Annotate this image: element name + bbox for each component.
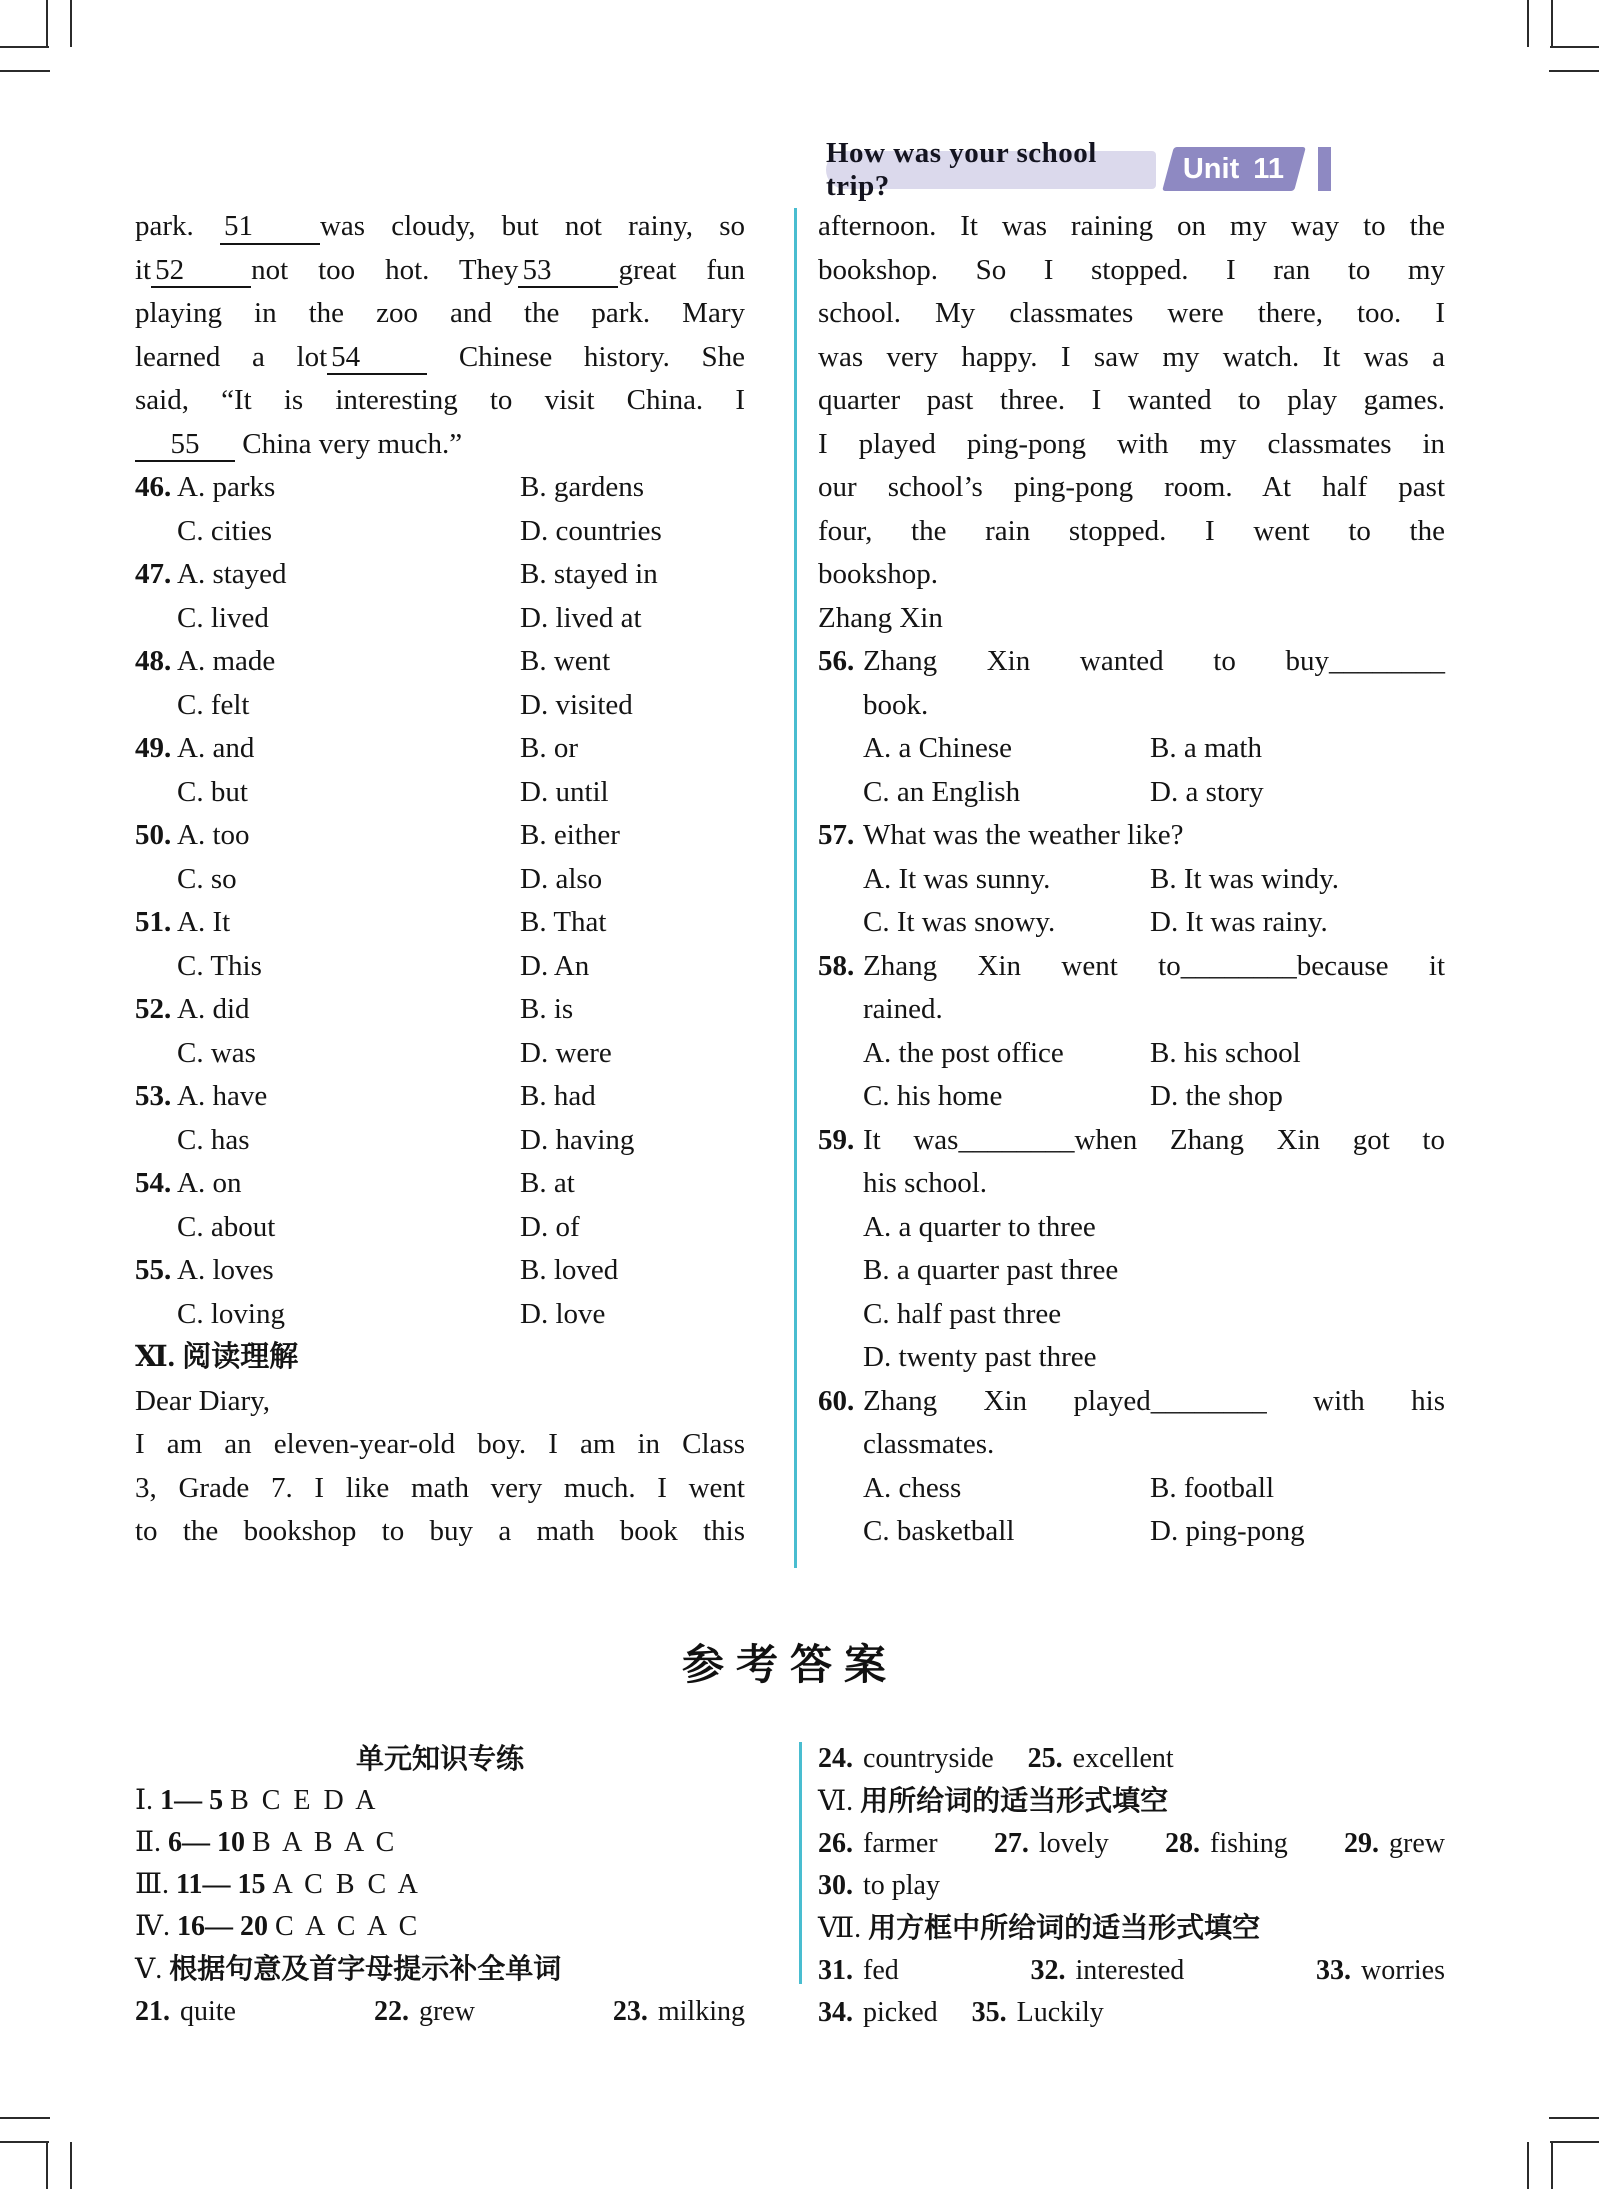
option-d: D. a story	[1150, 775, 1264, 808]
crop-mark	[0, 70, 50, 72]
option-c: C. an English	[863, 775, 1021, 808]
options-row	[818, 1075, 1445, 1119]
option-b: B. at	[520, 1167, 575, 1199]
column-divider	[794, 208, 797, 1568]
roman-numeral: Ⅲ.	[135, 1869, 170, 1900]
question-range: 6— 10	[168, 1827, 246, 1858]
option-d: D. of	[520, 1210, 580, 1243]
crop-mark	[1551, 2143, 1553, 2189]
option-b: B. a math	[1150, 732, 1262, 764]
question-row	[135, 684, 745, 728]
answer-number: 26.	[818, 1828, 853, 1859]
answer-word: fed	[863, 1955, 899, 1986]
answer-number: 25.	[1027, 1743, 1063, 1774]
roman-numeral: Ⅵ.	[818, 1786, 854, 1817]
answer-item	[972, 1992, 1104, 2034]
answer-number: 33.	[1316, 1955, 1352, 1986]
question-number: 51.	[135, 906, 172, 938]
answer-item	[135, 1991, 236, 2033]
question-stem	[818, 814, 1445, 858]
question-number: 56.	[818, 645, 855, 677]
question-row	[135, 1249, 745, 1293]
question-row	[135, 510, 745, 554]
reading-passage-line: I played ping-pong with my classmates in	[818, 427, 1445, 460]
option-b: B. or	[520, 732, 578, 764]
stem-continuation: classmates.	[863, 1428, 995, 1460]
answer-item	[818, 1950, 899, 1992]
question-number: 50.	[135, 819, 172, 851]
answers-right-column	[818, 1738, 1445, 2034]
stem-text: Zhang Xin went to________because it	[863, 949, 1445, 982]
stem-continuation: book.	[863, 688, 929, 721]
question-number	[135, 1032, 177, 1076]
answer-word: grew	[418, 1996, 475, 2027]
answers-column-divider	[799, 1742, 802, 1984]
crop-mark	[46, 0, 48, 46]
option-b: B. his school	[1150, 1036, 1301, 1069]
option-d: D. An	[520, 949, 590, 982]
answer-number: 27.	[993, 1828, 1029, 1859]
question-row	[135, 1293, 745, 1337]
option-c: C. felt	[177, 688, 250, 721]
answer-word: interested	[1075, 1955, 1185, 1986]
question-number: 52.	[135, 993, 172, 1025]
option-d: D. twenty past three	[863, 1341, 1097, 1373]
answer-item	[1165, 1823, 1288, 1865]
question-range: 16— 20	[176, 1911, 268, 1942]
crop-mark	[1551, 0, 1553, 46]
crop-mark	[1550, 2141, 1599, 2143]
option-c: C. loving	[177, 1297, 285, 1330]
reading-passage-line: bookshop. So I stopped. I ran to my	[818, 253, 1445, 286]
answer-letters: B A B A C	[252, 1827, 398, 1858]
answer-key-line	[135, 1822, 745, 1864]
passage-text: was cloudy, but not rainy, so	[319, 210, 746, 242]
chapter-title: How was your school trip?	[826, 137, 1097, 202]
answer-word-row	[818, 1865, 1445, 1907]
option-d: D. the shop	[1150, 1080, 1283, 1112]
question-number: 60.	[818, 1384, 855, 1417]
option-c: C. has	[177, 1123, 250, 1156]
crop-mark	[1549, 2117, 1599, 2119]
question-stem	[818, 1380, 1445, 1424]
question-row	[135, 901, 745, 945]
option-a: A. on	[177, 1167, 242, 1199]
question-stem	[818, 945, 1445, 989]
answer-word-row	[135, 1991, 745, 2033]
answer-section-header	[818, 1780, 1445, 1823]
answer-key-line	[135, 1906, 745, 1948]
option-a: A. loves	[177, 1254, 274, 1286]
answer-item	[1028, 1738, 1174, 1780]
option-d: D. until	[520, 775, 609, 808]
answer-number: 21.	[135, 1996, 170, 2027]
cloze-passage-line	[135, 423, 745, 467]
reading-passage-line: school. My classmates were there, too. I	[818, 297, 1445, 329]
passage-text: it	[135, 253, 152, 286]
question-range: 11— 15	[176, 1869, 266, 1900]
section-label: 根据句意及首字母提示补全单词	[169, 1953, 562, 1984]
answer-item	[613, 1991, 745, 2033]
option-c: C. but	[177, 775, 248, 808]
answer-word: picked	[863, 1997, 938, 2028]
answer-number: 28.	[1165, 1828, 1201, 1859]
unit-badge-label: Unit 11	[1183, 152, 1285, 185]
answer-letters: B C E D A	[230, 1785, 379, 1816]
option-a: A. It	[177, 906, 231, 938]
cloze-blank-54: 54	[327, 342, 427, 376]
question-number: 54.	[135, 1167, 172, 1199]
question-number	[135, 510, 177, 554]
crop-mark	[1550, 46, 1599, 48]
options-row	[818, 1032, 1445, 1076]
crop-mark	[0, 46, 49, 48]
option-a: A. a quarter to three	[863, 1210, 1096, 1243]
option-c: C. It was snowy.	[863, 906, 1056, 938]
passage-text: Chinese history. She	[458, 340, 745, 373]
passage-text: park.	[135, 210, 194, 242]
answer-number: 32.	[1030, 1955, 1066, 1986]
question-number	[135, 771, 177, 815]
answer-word: farmer	[863, 1828, 938, 1859]
option-b: B. either	[520, 819, 620, 851]
answer-word-row	[818, 1950, 1445, 1992]
question-number	[135, 858, 177, 902]
answer-item	[1316, 1950, 1445, 1992]
crop-mark	[0, 2141, 49, 2143]
passage-text: great fun	[618, 253, 745, 286]
chapter-title-bar	[826, 137, 1156, 202]
reading-passage-line: 3, Grade 7. I like math very much. I went	[135, 1471, 745, 1504]
option-b: B. went	[520, 645, 611, 677]
answer-word: Luckily	[1016, 1997, 1104, 2028]
question-row	[135, 858, 745, 902]
option-c: C. cities	[177, 514, 273, 547]
answer-key-line	[135, 1864, 745, 1906]
question-row	[135, 1032, 745, 1076]
option-b: B. had	[520, 1080, 596, 1112]
option-b: B. is	[520, 993, 574, 1025]
answer-section-header	[818, 1907, 1445, 1950]
answer-item	[818, 1865, 940, 1907]
option-a: A. and	[177, 732, 255, 764]
answers-title: 参考答案	[681, 1641, 898, 1688]
question-number: 57.	[818, 819, 855, 851]
crop-mark	[70, 2142, 72, 2189]
option-d: D. lived at	[520, 601, 642, 634]
question-number: 49.	[135, 732, 172, 764]
answer-word: countryside	[863, 1743, 994, 1774]
section-header-reading	[135, 1336, 745, 1380]
question-row	[135, 597, 745, 641]
question-row	[135, 466, 745, 510]
question-number: 53.	[135, 1080, 172, 1112]
question-row	[135, 1162, 745, 1206]
crop-mark	[1527, 2142, 1529, 2189]
question-row	[135, 553, 745, 597]
roman-numeral: Ⅴ.	[135, 1954, 163, 1985]
cloze-blank-55: 55	[135, 429, 235, 463]
question-row	[135, 727, 745, 771]
left-column	[135, 205, 745, 1554]
reading-passage-line: afternoon. It was raining on my way to the	[818, 210, 1445, 242]
answer-item	[994, 1823, 1109, 1865]
reading-passage-line: to the bookshop to buy a math book this	[135, 1515, 745, 1547]
question-row	[135, 640, 745, 684]
section-label: 用所给词的适当形式填空	[860, 1785, 1169, 1816]
question-number: 58.	[818, 949, 855, 982]
answer-item	[374, 1991, 475, 2033]
answer-number: 34.	[818, 1997, 853, 2028]
question-number: 48.	[135, 645, 172, 677]
stem-text: What was the weather like?	[863, 819, 1184, 851]
option-c: C. half past three	[863, 1297, 1062, 1330]
cloze-passage-line	[135, 205, 745, 249]
options-row	[818, 771, 1445, 815]
crop-mark	[70, 0, 72, 47]
option-b: B. stayed in	[520, 558, 658, 590]
question-range: 1— 5	[160, 1785, 224, 1816]
cloze-passage-line	[135, 336, 745, 380]
passage-text: not too hot. They	[251, 253, 519, 286]
answer-number: 29.	[1344, 1828, 1379, 1859]
answer-word: worries	[1361, 1955, 1445, 1986]
question-number	[135, 945, 177, 989]
option-d: D. visited	[520, 688, 633, 721]
question-number	[135, 684, 177, 728]
cloze-passage-line	[135, 249, 745, 293]
option-c: C. his home	[863, 1080, 1003, 1112]
roman-numeral: Ⅱ.	[135, 1827, 162, 1858]
passage-text: learned a lot	[135, 340, 328, 373]
question-row	[135, 945, 745, 989]
option-c: C. so	[177, 862, 237, 895]
answer-number: 31.	[818, 1955, 853, 1986]
stem-continuation: his school.	[863, 1167, 988, 1199]
question-row	[135, 988, 745, 1032]
roman-numeral: Ⅶ.	[818, 1913, 862, 1944]
option-a: A. stayed	[177, 558, 287, 590]
cloze-blank-51: 51	[220, 211, 320, 245]
crop-mark	[1549, 70, 1599, 72]
option-d: D. countries	[520, 514, 662, 547]
answer-item	[1344, 1823, 1445, 1865]
question-number	[135, 1293, 177, 1337]
question-number	[135, 1119, 177, 1163]
option-a: A. It was sunny.	[863, 862, 1051, 895]
question-row	[135, 1119, 745, 1163]
question-row	[135, 771, 745, 815]
answer-section-header	[135, 1948, 745, 1991]
answer-item	[818, 1992, 938, 2034]
question-stem	[818, 1119, 1445, 1163]
answer-word: milking	[657, 1996, 745, 2027]
answer-word-row	[818, 1823, 1445, 1865]
stem-text: It was________when Zhang Xin got to	[863, 1123, 1445, 1156]
option-b: B. a quarter past three	[863, 1254, 1119, 1286]
reading-passage-line: four, the rain stopped. I went to the	[818, 514, 1445, 547]
question-row	[135, 1206, 745, 1250]
option-a: A. chess	[863, 1471, 962, 1504]
reading-passage-line: our school’s ping-pong room. At half past	[818, 471, 1445, 503]
question-number	[135, 597, 177, 641]
answer-item	[1030, 1950, 1184, 1992]
answer-number: 35.	[971, 1997, 1007, 2028]
reading-passage-line: quarter past three. I wanted to play games.	[818, 384, 1445, 416]
option-a: A. made	[177, 645, 276, 677]
option-a: A. the post office	[863, 1036, 1064, 1069]
answer-letters: C A C A C	[274, 1911, 421, 1942]
option-d: D. having	[520, 1123, 635, 1156]
question-number: 59.	[818, 1123, 855, 1156]
option-c: C. lived	[177, 601, 269, 634]
option-a: A. a Chinese	[863, 732, 1012, 764]
stem-text: Zhang Xin played________ with his	[863, 1384, 1445, 1417]
option-d: D. It was rainy.	[1150, 906, 1328, 938]
diary-signature: Zhang Xin	[818, 601, 943, 634]
unit-badge	[1162, 147, 1306, 191]
question-stem	[818, 640, 1445, 684]
reading-passage-line: bookshop.	[818, 558, 939, 590]
option-c: C. This	[177, 949, 262, 982]
roman-numeral: Ⅳ.	[135, 1911, 170, 1942]
cloze-passage-line: said, “It is interesting to visit China. I	[135, 384, 745, 416]
option-a: A. did	[177, 993, 250, 1025]
section-label: 用方框中所给词的适当形式填空	[868, 1912, 1261, 1943]
option-b: B. football	[1150, 1471, 1275, 1504]
option-b: B. gardens	[520, 471, 645, 503]
options-row	[818, 858, 1445, 902]
option-a: A. parks	[177, 471, 276, 503]
cloze-passage-line: playing in the zoo and the park. Mary	[135, 297, 745, 329]
crop-mark	[1527, 0, 1529, 47]
cloze-blank-52: 52	[151, 255, 251, 289]
right-column	[818, 205, 1445, 1554]
answer-word: to play	[863, 1870, 940, 1901]
answer-letters: A C B C A	[272, 1869, 421, 1900]
section-title: 阅读理解	[182, 1341, 299, 1373]
question-number	[135, 1206, 177, 1250]
option-a: A. have	[177, 1080, 268, 1112]
answers-subtitle: 单元知识专练	[355, 1743, 524, 1774]
answer-item	[818, 1738, 994, 1780]
section-roman-numeral: Ⅺ.	[135, 1341, 175, 1373]
answer-word: excellent	[1072, 1743, 1174, 1774]
reading-passage-line: I am an eleven-year-old boy. I am in Class	[135, 1428, 745, 1460]
answer-number: 22.	[373, 1996, 409, 2027]
answer-word: fishing	[1210, 1828, 1288, 1859]
answer-word: lovely	[1038, 1828, 1109, 1859]
answer-number: 24.	[818, 1743, 853, 1774]
diary-salutation: Dear Diary,	[135, 1384, 270, 1417]
roman-numeral: Ⅰ.	[135, 1785, 154, 1816]
option-b: B. loved	[520, 1254, 619, 1286]
answer-number: 30.	[818, 1870, 853, 1901]
answer-word: grew	[1389, 1828, 1445, 1859]
options-row	[818, 1510, 1445, 1554]
options-row	[818, 727, 1445, 771]
option-c: C. about	[177, 1210, 276, 1243]
answer-number: 23.	[612, 1996, 648, 2027]
reading-passage-line: was very happy. I saw my watch. It was a	[818, 340, 1445, 373]
options-row	[818, 901, 1445, 945]
answers-left-column	[135, 1738, 745, 2033]
question-number: 46.	[135, 471, 172, 503]
question-number: 47.	[135, 558, 172, 590]
question-number: 55.	[135, 1254, 172, 1286]
answer-key-line	[135, 1780, 745, 1822]
option-b: B. That	[520, 906, 607, 938]
option-a: A. too	[177, 819, 250, 851]
passage-text: China very much.”	[242, 427, 463, 460]
option-d: D. were	[520, 1036, 612, 1069]
cloze-blank-53: 53	[518, 255, 618, 289]
question-row	[135, 1075, 745, 1119]
header-accent-bar	[1318, 147, 1331, 191]
option-d: D. ping-pong	[1150, 1515, 1305, 1547]
options-row	[818, 1467, 1445, 1511]
option-d: D. love	[520, 1297, 606, 1330]
answer-word-row	[818, 1738, 1445, 1780]
crop-mark	[0, 2117, 50, 2119]
stem-continuation: rained.	[863, 993, 943, 1025]
answer-word: quite	[180, 1996, 236, 2027]
answer-word-row	[818, 1992, 1445, 2034]
option-c: C. basketball	[863, 1515, 1015, 1547]
question-row	[135, 814, 745, 858]
option-b: B. It was windy.	[1150, 862, 1340, 895]
crop-mark	[46, 2143, 48, 2189]
option-d: D. also	[520, 862, 603, 895]
option-c: C. was	[177, 1036, 256, 1069]
stem-text: Zhang Xin wanted to buy________	[863, 645, 1445, 677]
answer-item	[818, 1823, 938, 1865]
